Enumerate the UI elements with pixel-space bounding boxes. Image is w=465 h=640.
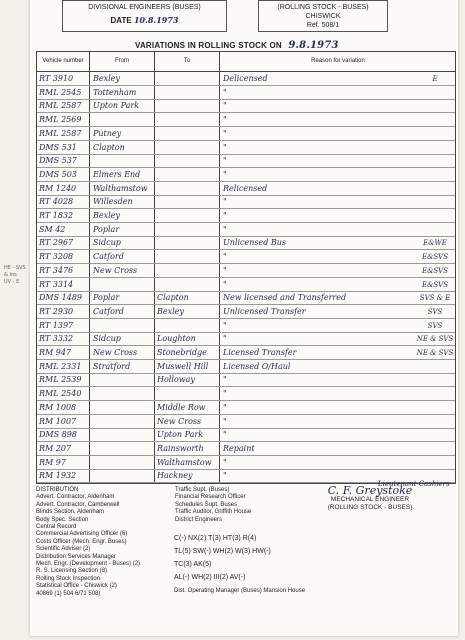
from-cell: New Cross (93, 348, 138, 357)
from-cell: Bexley (93, 211, 120, 220)
vehicle-number-cell: RML 2331 (39, 361, 82, 371)
to-cell: New Cross (157, 416, 202, 426)
to-cell: Rainsworth (157, 443, 204, 453)
table-row (37, 223, 455, 237)
distribution-item: Scientific Adviser (2) (36, 546, 91, 553)
table-row (37, 113, 455, 127)
to-cell: Bexley (157, 306, 184, 316)
signature-note: Lieutenant Cashiers (378, 480, 450, 488)
signatory-title: MECHANICAL ENGINEER (330, 496, 410, 504)
reason-cell: " (223, 375, 227, 385)
vehicle-number-cell: RT 1832 (39, 211, 74, 220)
reason-cell: " (223, 169, 227, 179)
reason-cell: Repaint (223, 443, 255, 453)
signature: C. F. Greystoke (327, 484, 413, 497)
distribution-item: Rolling Stock Inspection (36, 575, 101, 582)
routing-tag-cell: E&WE (423, 239, 447, 248)
from-cell (93, 442, 155, 456)
vehicle-number-cell: RML 2545 (39, 87, 82, 97)
to-cell: Hackney (157, 471, 193, 481)
to-cell (157, 278, 219, 292)
reason-cell: Licensed O/Haul (223, 361, 291, 371)
vehicle-number-cell: RML 2540 (39, 389, 82, 399)
reason-cell: " (223, 142, 227, 152)
margin-note-line: HE - SVS (4, 265, 26, 271)
to-cell (157, 72, 219, 86)
to-cell (157, 154, 219, 168)
distribution-item: Advert. Contractor, Camberwell (36, 501, 120, 508)
to-cell: Muswell Hill (157, 361, 209, 371)
reason-cell: " (223, 101, 227, 111)
routing-tag-cell: E&SVS (422, 280, 448, 289)
from-cell: Sidcup (93, 238, 121, 248)
reason-cell: " (223, 416, 227, 426)
table-row (37, 99, 455, 113)
from-cell: Poplar (93, 224, 120, 234)
vehicle-number-cell: DMS 537 (39, 156, 77, 166)
to-cell: Walthamstow (157, 457, 212, 467)
vehicle-number-cell: RT 3208 (39, 252, 74, 262)
distribution-list (36, 487, 186, 598)
distribution-item: Blinds Section, Aldenham (36, 509, 105, 516)
margin-note-line: UV - E (4, 279, 20, 285)
from-cell (93, 469, 155, 483)
from-cell (93, 319, 155, 333)
table-row (37, 387, 455, 401)
to-cell (157, 387, 219, 401)
table-row (37, 278, 455, 292)
vehicle-number-cell: DMS 503 (39, 169, 77, 179)
from-cell: Tottenham (93, 87, 137, 97)
to-cell (157, 250, 219, 264)
table-row (37, 319, 455, 333)
routing-tag-cell: E&SVS (422, 253, 448, 262)
reason-cell: " (223, 211, 227, 220)
from-cell (93, 387, 155, 401)
routing-tag-cell: NE & SVS (416, 349, 454, 357)
reason-cell: " (223, 128, 227, 138)
distribution-item: Costs Officer (Mech. Engr. Buses) (36, 538, 127, 545)
reason-cell: " (223, 334, 227, 344)
vehicle-number-cell: RT 3476 (39, 265, 74, 275)
vehicle-number-cell: RT 2930 (39, 306, 74, 316)
header-ref: Ref. 508/1 (306, 22, 340, 29)
vehicle-number-cell: SM 42 (39, 224, 66, 234)
table-row (37, 154, 455, 168)
routing-tag-cell (415, 141, 455, 155)
footer-bottom-line: Dist. Operating Manager (Buses) Mansion House (174, 588, 306, 594)
to-cell (157, 319, 219, 333)
traffic-item: District Engineers (175, 516, 223, 523)
vehicle-number-cell: RT 3332 (39, 334, 74, 344)
routing-tag-cell (415, 86, 455, 100)
from-cell (93, 456, 155, 470)
reason-cell: " (223, 430, 227, 440)
routing-tag-cell (415, 401, 455, 415)
vehicle-number-cell: RT 1397 (39, 320, 74, 330)
table-row (37, 86, 455, 100)
reason-cell: " (223, 402, 227, 412)
routing-tag-cell (415, 373, 455, 387)
vehicle-number-cell: DMS 531 (39, 142, 77, 152)
routing-tag-cell (415, 456, 455, 470)
reason-cell: Unlicensed Bus (223, 238, 287, 248)
to-cell (157, 141, 219, 155)
from-cell: Catford (93, 252, 124, 262)
routing-tag-cell (415, 415, 455, 429)
table-row (37, 209, 455, 223)
reason-cell: " (223, 320, 227, 330)
to-cell (157, 168, 219, 182)
vehicle-number-cell: RT 3314 (39, 279, 74, 289)
table-row (37, 168, 455, 182)
from-cell: Willesden (93, 197, 133, 207)
vehicle-number-cell: RM 207 (39, 443, 72, 453)
routing-tag-cell: NE & SVS (416, 335, 454, 344)
from-cell: Putney (93, 128, 122, 138)
col-vehicle: Vehicle number (37, 52, 89, 72)
from-cell: Bexley (93, 74, 120, 83)
table-row (37, 456, 455, 470)
to-cell: Loughton (157, 334, 196, 344)
to-cell (157, 195, 219, 209)
table-row (37, 127, 455, 141)
from-cell: Upton Park (93, 101, 140, 111)
reason-cell: Unlicensed Transfer (223, 306, 306, 316)
reason-cell: Licensed Transfer (223, 348, 297, 357)
vehicle-number-cell: RML 2587 (39, 128, 82, 138)
table-row (37, 291, 455, 305)
table-row (37, 332, 455, 346)
to-cell (157, 223, 219, 237)
reason-cell: " (223, 156, 227, 166)
routing-tag-cell (415, 154, 455, 168)
routing-tag-cell (415, 127, 455, 141)
distribution-item: Body Spec. Section (36, 516, 89, 523)
routing-tag-cell (415, 182, 455, 196)
header-right-box (258, 0, 388, 32)
count-line: AL(-) WH(2) III(2) AV(-) (174, 574, 246, 581)
reason-cell: " (223, 87, 227, 97)
to-cell: Holloway (157, 375, 195, 385)
table-row (37, 236, 455, 250)
col-to: To (155, 52, 219, 72)
reason-cell: " (223, 224, 227, 234)
routing-tag-cell (415, 195, 455, 209)
reason-cell: " (223, 115, 227, 125)
from-cell: Poplar (93, 293, 120, 303)
reason-cell: " (223, 197, 227, 207)
table-row (37, 72, 455, 86)
vehicle-number-cell: RM 97 (39, 457, 66, 467)
table-row (37, 428, 455, 442)
from-cell (93, 401, 155, 415)
table-row (37, 264, 455, 278)
from-cell (93, 154, 155, 168)
routing-tag-cell (415, 209, 455, 223)
routing-tag-cell (415, 442, 455, 456)
table-row (37, 182, 455, 196)
from-cell: Elmers End (93, 169, 141, 179)
routing-tag-cell: SVS (427, 307, 443, 316)
table-row (37, 415, 455, 429)
count-line: C(-) NX(2) T(3) HT(3) R(4) (174, 535, 257, 542)
routing-tag-cell (415, 168, 455, 182)
reason-cell: " (223, 252, 227, 262)
margin-note-line: & Ins. (4, 272, 19, 278)
from-cell (93, 113, 155, 127)
to-cell (157, 113, 219, 127)
vehicle-number-cell: RM 947 (39, 348, 72, 357)
table-row (37, 305, 455, 319)
vehicle-number-cell: RM 1932 (39, 471, 77, 481)
vehicle-number-cell: RM 1007 (39, 416, 77, 426)
header-office: DIVISIONAL ENGINEERS (BUSES) (88, 4, 201, 11)
reason-cell: " (223, 457, 227, 467)
routing-tag-cell: SVS & E (419, 294, 451, 303)
vehicle-number-cell: DMS 1489 (39, 293, 82, 303)
routing-tag-cell (415, 223, 455, 237)
to-cell: Clapton (157, 293, 189, 303)
from-cell: Walthamstow (93, 183, 148, 193)
routing-tag-cell (415, 360, 455, 374)
to-cell (157, 182, 219, 196)
to-cell: Middle Row (157, 402, 206, 412)
routing-tag-cell (415, 113, 455, 127)
from-cell (93, 373, 155, 387)
vehicle-number-cell: DMS 898 (39, 430, 77, 440)
table-row (37, 401, 455, 415)
to-cell (157, 86, 219, 100)
traffic-item: Financial Research Officer (175, 494, 246, 501)
table-row (37, 360, 455, 374)
reason-cell: New licensed and Transferred (223, 293, 347, 303)
from-cell (93, 278, 155, 292)
routing-tag-cell: SVS (427, 321, 443, 330)
table-row (37, 346, 455, 360)
header-date: DATE 10.8.1973 (110, 15, 179, 25)
table-row (37, 250, 455, 264)
count-line: TL(5) SW(-) WH(2) W(3) HW(-) (174, 548, 271, 555)
col-from: From (90, 52, 154, 72)
reason-cell: Delicensed (223, 74, 268, 83)
header-dept: (ROLLING STOCK - BUSES) (277, 4, 369, 11)
vehicle-number-cell: RML 2587 (39, 101, 82, 111)
to-cell (157, 236, 219, 250)
routing-tag-cell (415, 99, 455, 113)
vehicle-number-cell: RT 3910 (39, 74, 74, 83)
routing-tag-cell: E&SVS (422, 266, 448, 275)
traffic-item: Traffic Supt. (Buses) (175, 487, 230, 493)
from-cell: Catford (93, 306, 124, 316)
to-cell (157, 264, 219, 278)
reason-cell: " (223, 279, 227, 289)
reason-cell: " (223, 471, 227, 481)
routing-tag-cell: E (432, 75, 438, 83)
from-cell: Stratford (93, 361, 131, 371)
distribution-item: Commercial Advertising Officer (6) (36, 531, 128, 538)
from-cell: Sidcup (93, 334, 121, 344)
distribution-item: Central Record (36, 524, 77, 531)
distribution-item: Mech. Engr. (Development - Buses) (2) (36, 561, 141, 568)
reason-cell: " (223, 265, 227, 275)
signatory-sub: (ROLLING STOCK - BUSES) (327, 503, 413, 511)
distribution-item: DISTRIBUTION (36, 487, 79, 493)
distribution-item: Distribution Services Manager (36, 553, 117, 560)
to-cell (157, 99, 219, 113)
to-cell: Stonebridge (157, 348, 207, 357)
from-cell: New Cross (93, 265, 138, 275)
to-cell (157, 127, 219, 141)
to-cell: Upton Park (157, 430, 204, 440)
table-row (37, 195, 455, 209)
distribution-item: Advert. Contractor, Aldenham (36, 494, 115, 501)
count-line: TC(3) AK(5) (174, 561, 212, 568)
from-cell: Clapton (93, 142, 125, 152)
table-row (37, 442, 455, 456)
header-location: CHISWICK (305, 13, 341, 20)
vehicle-number-cell: RT 2967 (39, 238, 74, 248)
variations-table (36, 51, 456, 484)
traffic-item: Traffic Auditor, Griffith House (175, 509, 252, 516)
vehicle-number-cell: RM 1240 (39, 183, 77, 193)
to-cell (157, 209, 219, 223)
table-row (37, 373, 455, 387)
distribution-item: 40869 (1) 504 6/71 508) (36, 590, 101, 597)
table-row (37, 141, 455, 155)
page-title: VARIATIONS IN ROLLING STOCK ON 9.8.1973 (135, 40, 339, 51)
from-cell (93, 415, 155, 429)
vehicle-number-cell: RML 2569 (39, 115, 82, 125)
traffic-item: Schedules Supt. Buses (175, 501, 238, 508)
col-reason: Reason for variation (220, 52, 456, 72)
depot-counts (174, 532, 271, 584)
from-cell (93, 428, 155, 442)
distribution-item: R. S. Licensing Section (8) (36, 568, 108, 575)
header-left-box (62, 0, 227, 32)
reason-cell: Relicensed (223, 183, 268, 193)
distribution-item: Statistical Office - Chiswick (2) (36, 583, 117, 590)
routing-tag-cell (415, 387, 455, 401)
reason-cell: " (223, 389, 227, 399)
margin-note (4, 265, 26, 286)
routing-tag-cell (415, 428, 455, 442)
vehicle-number-cell: RM 1008 (39, 402, 77, 412)
vehicle-number-cell: RT 4028 (39, 197, 74, 207)
vehicle-number-cell: RML 2539 (39, 375, 82, 385)
